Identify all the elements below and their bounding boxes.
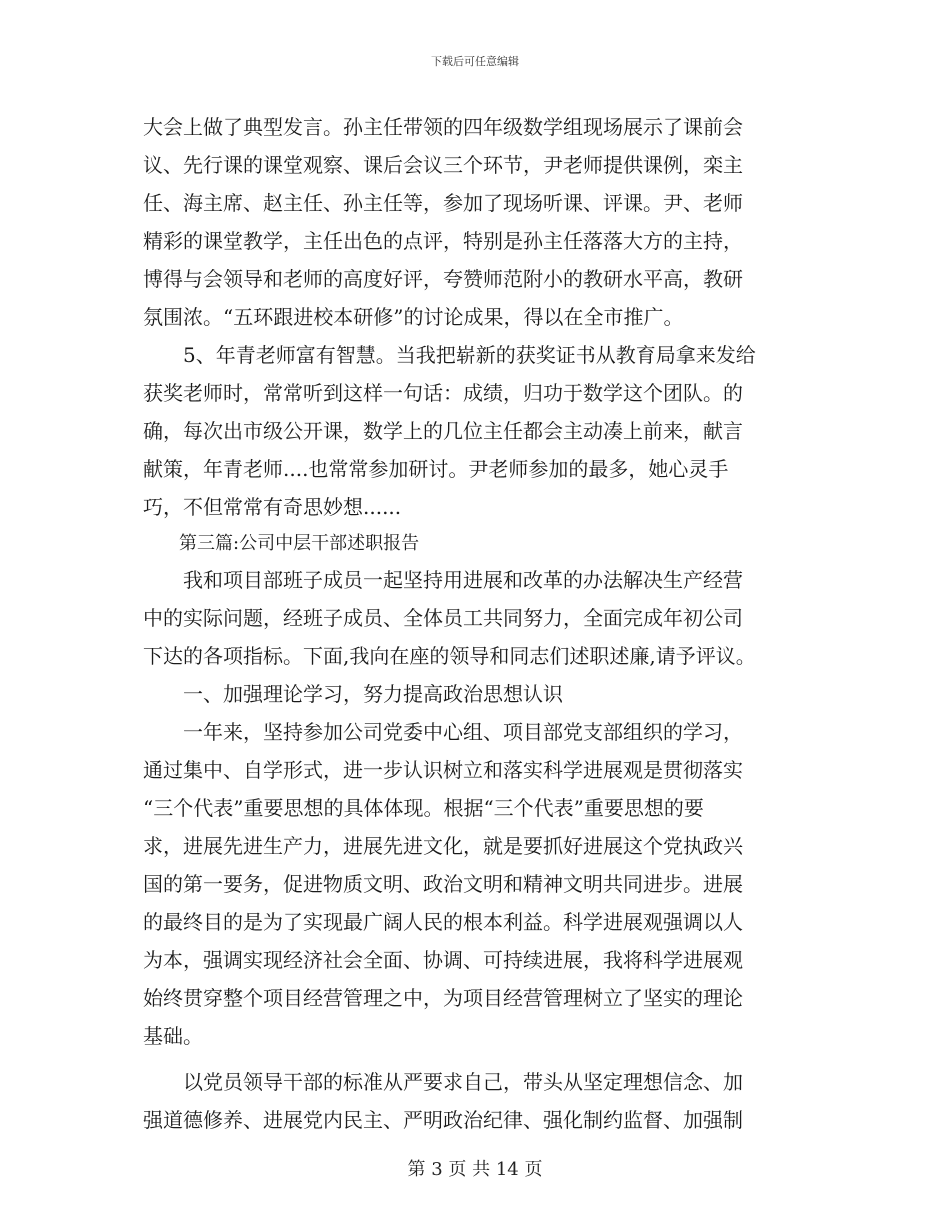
text-line: 任、海主席、赵主任、孙主任等，参加了现场听课、评课。尹、老师 [143,191,743,215]
text-line: 国的第一要务，促进物质文明、政治文明和精神文明共同进步。进展 [143,872,743,896]
text-line: 以党员领导干部的标准从严要求自己，带头从坚定理想信念、加 [143,1070,743,1094]
text-line: 大会上做了典型发言。孙主任带领的四年级数学组现场展示了课前会 [143,115,743,139]
page-header: 下载后可任意编辑 [431,55,519,68]
document-body [143,108,813,1139]
page-footer: 第 3 页 共 14 页 [407,1159,543,1180]
text-line: 5、年青老师富有智慧。当我把崭新的获奖证书从教育局拿来发给 [143,343,756,367]
text-line: 氛围浓。“五环跟进校本研修”的讨论成果，得以在全市推广。 [143,305,684,329]
text-line: 献策，年青老师....也常常参加研讨。尹老师参加的最多，她心灵手 [143,457,729,481]
text-line: 下达的各项指标。下面,我向在座的领导和同志们述职述廉,请予评议。 [143,644,756,668]
paragraph-gap [143,1055,813,1063]
subsection-heading: 一、加强理论学习，努力提高政治思想认识 [143,682,563,706]
text-line: 精彩的课堂教学，主任出色的点评，特别是孙主任落落大方的主持， [143,229,743,253]
text-line: 中的实际问题，经班子成员、全体员工共同努力，全面完成年初公司 [143,606,743,630]
text-line: “三个代表”重要思想的具体体现。根据“三个代表”重要思想的要 [143,796,704,820]
text-line: 确，每次出市级公开课，数学上的几位主任都会主动凑上前来，献言 [143,419,743,443]
text-line: 为本，强调实现经济社会全面、协调、可持续进展，我将科学进展观 [143,948,743,972]
text-line: 的最终目的是为了实现最广阔人民的根本利益。科学进展观强调以人 [143,910,743,934]
text-line: 始终贯穿整个项目经营管理之中，为项目经营管理树立了坚实的理论 [143,986,743,1010]
text-line: 巧，不但常常有奇思妙想...... [143,495,402,519]
text-line: 我和项目部班子成员一起坚持用进展和改革的办法解决生产经营 [143,568,743,592]
text-line: 求，进展先进生产力，进展先进文化，就是要抓好进展这个党执政兴 [143,834,743,858]
text-line: 强道德修养、进展党内民主、严明政治纪律、强化制约监督、加强制 [143,1108,743,1132]
section-heading: 第三篇:公司中层干部述职报告 [143,533,420,554]
text-line: 通过集中、自学形式，进一步认识树立和落实科学进展观是贯彻落实 [143,758,743,782]
text-line: 博得与会领导和老师的高度好评，夸赞师范附小的教研水平高，教研 [143,267,743,291]
text-line: 议、先行课的课堂观察、课后会议三个环节，尹老师提供课例，栾主 [143,153,743,177]
text-line: 获奖老师时，常常听到这样一句话：成绩，归功于数学这个团队。的 [143,381,743,405]
text-line: 一年来，坚持参加公司党委中心组、项目部党支部组织的学习， [143,720,743,744]
text-line: 基础。 [143,1024,203,1048]
